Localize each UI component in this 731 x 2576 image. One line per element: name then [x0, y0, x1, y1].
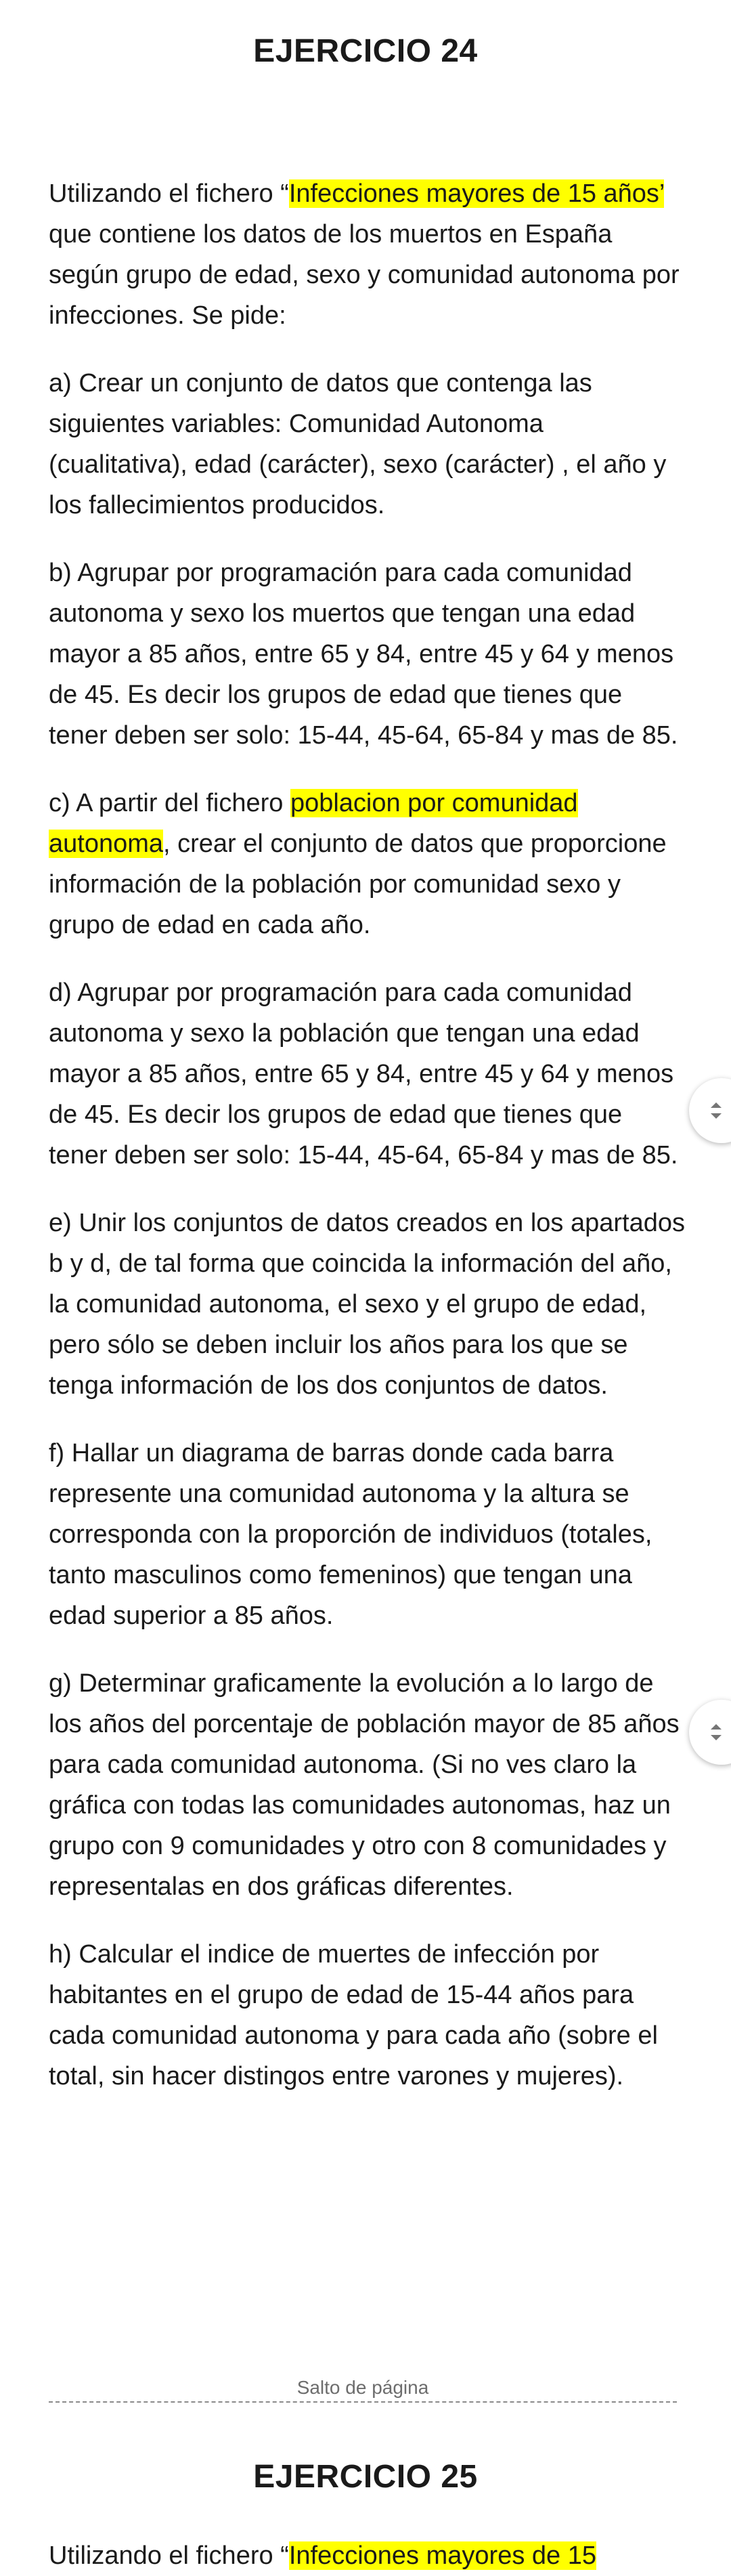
scroll-up-down-icon [703, 1719, 730, 1746]
exercise-25-intro-start: Utilizando el fichero “ [49, 2541, 289, 2570]
item-c-text-start: c) A partir del fichero [49, 789, 290, 817]
highlighted-file-name: Infecciones mayores de 15 años’ [288, 179, 664, 208]
scroll-handle[interactable] [689, 1700, 731, 1765]
intro-paragraph [49, 173, 685, 336]
item-h: h) Calcular el indice de muertes de infección por habitantes en el grupo de edad de 15-44 años para cada comunidad autonoma y para cada año (sobre el total, sin hacer distingos entre varones y mujeres). [49, 1940, 658, 2090]
exercise-24-body [49, 173, 685, 2124]
item-b: b) Agrupar por programación para cada comunidad autonoma y sexo los muertos que tengan una edad mayor a 85 años, entre 65 y 84, entre 45 y 64 y menos de 45. Es decir los grupos de edad que tienes que tener deben ser solo: 15-44, 45-64, 65-84 y mas de 85. [49, 559, 678, 750]
page-break [49, 2377, 677, 2404]
intro-text-start: Utilizando el fichero “ [49, 179, 289, 208]
exercise-25-intro [49, 2535, 685, 2576]
highlighted-file-name: poblacion por comunidad autonoma [49, 789, 578, 858]
item-g: g) Determinar graficamente la evolución a lo largo de los años del porcentaje de población mayor de 85 años para cada comunidad autonoma. (Si no ves claro la gráfica con todas las comunidades autonomas, haz un grupo con 9 comunidades y otro con 8 comunidades y representalas en dos gráficas diferentes. [49, 1669, 680, 1901]
item-c [49, 783, 685, 945]
page-break-label: Salto de página [296, 2377, 429, 2398]
intro-text-end: que contiene los datos de los muertos en España según grupo de edad, sexo y comunidad autonoma por infecciones. Se pide: [49, 220, 680, 330]
page-break-line [49, 2401, 677, 2403]
highlighted-file-name: Infecciones mayores de 15 [288, 2541, 596, 2570]
scroll-up-down-icon [703, 1097, 730, 1124]
item-d: d) Agrupar por programación para cada comunidad autonoma y sexo la población que tengan una edad mayor a 85 años, entre 65 y 84, entre 45 y 64 y menos de 45. Es decir los grupos de edad que tienes que tener deben ser solo: 15-44, 45-64, 65-84 y mas de 85. [49, 979, 678, 1169]
item-c-text-end: , crear el conjunto de datos que proporcione información de la población por comunidad sexo y grupo de edad en cada año. [49, 830, 667, 939]
item-e: e) Unir los conjuntos de datos creados en los apartados b y d, de tal forma que coincida la información del año, la comunidad autonoma, el sexo y el grupo de edad, pero sólo se deben incluir los años para los que se tenga información de los dos conjuntos de datos. [49, 1209, 685, 1400]
item-f: f) Hallar un diagrama de barras donde cada barra represente una comunidad autonoma y la altura se corresponda con la proporción de individuos (totales, tanto masculinos como femeninos) que tengan una edad superior a 85 años. [49, 1439, 652, 1630]
scroll-handle[interactable] [689, 1078, 731, 1143]
exercise-24-title: EJERCICIO 24 [253, 33, 478, 69]
item-a: a) Crear un conjunto de datos que contenga las siguientes variables: Comunidad Autonoma (cualitativa), edad (carácter), sexo (carácter) , el año y los fallecimientos producidos. [49, 369, 667, 519]
exercise-25-title: EJERCICIO 25 [253, 2459, 478, 2495]
